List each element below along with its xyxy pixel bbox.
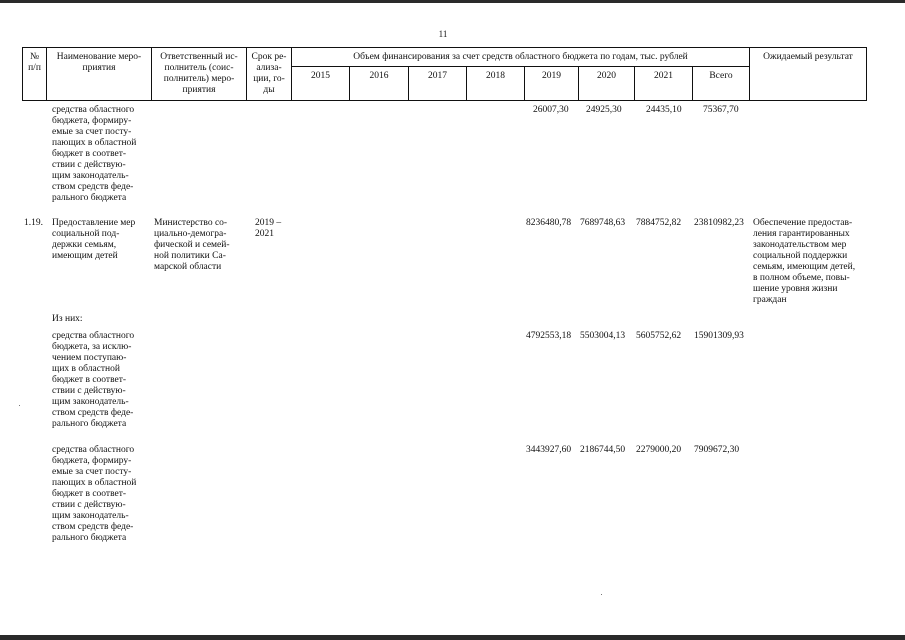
header-col-number: № п/п (28, 52, 41, 73)
row-number: 1.19. (24, 218, 43, 228)
value-2019: 8236480,78 (526, 218, 572, 228)
value-total: 75367,70 (703, 105, 739, 115)
scan-speck (601, 594, 602, 595)
header-year-2020: 2020 (597, 71, 616, 81)
header-year-2016: 2016 (369, 71, 389, 81)
value-2020: 24925,30 (586, 105, 622, 115)
row-term: 2019 – 2021 (255, 218, 282, 239)
value-total: 23810982,23 (694, 218, 744, 228)
scan-bottom-edge (0, 635, 905, 640)
page-number: 11 (438, 29, 448, 39)
row-responsible: Министерство со- циально-демогра- фической и семей- ной политики Са- марской области (154, 218, 230, 272)
value-2021: 7884752,82 (636, 218, 682, 228)
value-total: 7909672,30 (694, 445, 740, 455)
value-2021: 5605752,62 (636, 331, 682, 341)
header-col-financing: Объем финансирования за счет средств областного бюджета по годам, тыс. рублей (353, 52, 688, 62)
row-name: Предоставление мер социальной под- держки семьям, имеющим детей (52, 218, 136, 261)
value-2019: 4792553,18 (526, 331, 572, 341)
header-col-responsible: Ответственный ис- полнитель (соис- полнитель) меро- приятия (160, 52, 238, 95)
row-name: средства областного бюджета, формиру- емые за счет посту- пающих в областной бюджет в соответ- ствии с действую- щим законодатель- ством средств феде- рального бюджета (52, 105, 137, 203)
subheading-of-which: Из них: (52, 314, 83, 324)
value-2019: 26007,30 (533, 105, 569, 115)
header-year-2015: 2015 (311, 71, 330, 81)
value-2021: 2279000,20 (636, 445, 682, 455)
header-year-2017: 2017 (428, 71, 447, 81)
value-total: 15901309,93 (694, 331, 744, 341)
row-expected-result: Обеспечение предостав- ления гарантированных законодательством мер социальной поддержки семьям, имеющим детей, в полном объеме, повы- шение уровня жизни граждан (753, 218, 856, 305)
value-2020: 5503004,13 (580, 331, 626, 341)
header-col-result: Ожидаемый результат (763, 52, 853, 62)
scan-speck (19, 405, 20, 406)
row-name: средства областного бюджета, за исклю- чением поступаю- щих в областной бюджет в соответ- ствии с действую- щим законодатель- ством средств феде- рального бюджета (52, 331, 135, 429)
scan-top-edge (0, 0, 905, 3)
header-year-2018: 2018 (486, 71, 505, 81)
value-2020: 2186744,50 (580, 445, 626, 455)
header-total: Всего (709, 71, 733, 81)
header-year-2019: 2019 (542, 71, 561, 81)
value-2020: 7689748,63 (580, 218, 626, 228)
value-2021: 24435,10 (646, 105, 682, 115)
header-col-name: Наименование меро- приятия (56, 52, 142, 73)
row-name: средства областного бюджета, формиру- емые за счет посту- пающих в областной бюджет в соответ- ствии с действую- щим законодатель- ством средств феде- рального бюджета (52, 445, 137, 543)
value-2019: 3443927,60 (526, 445, 572, 455)
header-year-2021: 2021 (654, 71, 673, 81)
header-col-term: Срок ре- ализа- ции, го- ды (251, 52, 287, 95)
